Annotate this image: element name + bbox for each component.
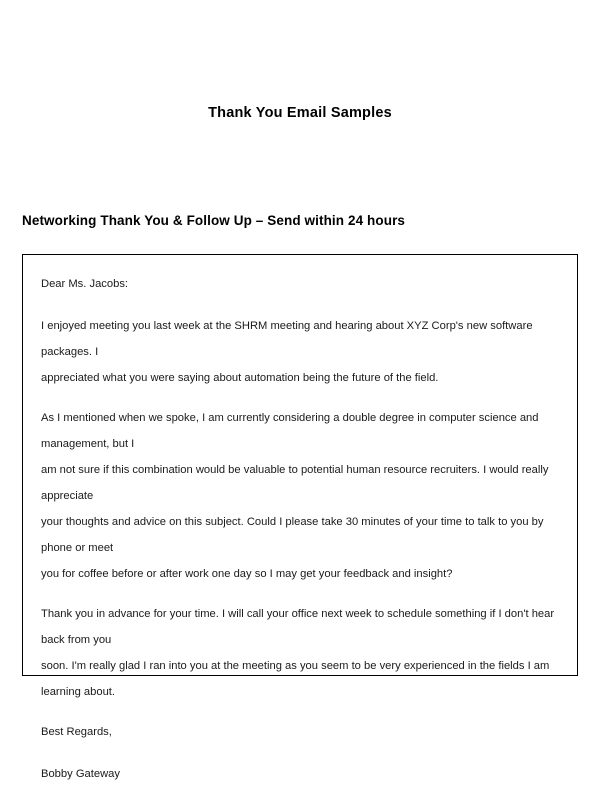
letter-signature: Bobby Gateway [41, 768, 120, 780]
letter-paragraph-3-line-2: soon. I'm really glad I ran into you at the meeting as you seem to be very experienced in the fields I am learning about. [41, 660, 550, 698]
spacer [41, 391, 559, 405]
letter-paragraph-1-line-2: appreciated what you were saying about automation being the future of the field. [41, 372, 439, 384]
letter-salutation: Dear Ms. Jacobs: [41, 278, 129, 290]
spacer [41, 745, 559, 761]
letter-paragraph-3-line-1: Thank you in advance for your time. I will call your office next week to schedule something if I don't hear back from you [41, 608, 555, 646]
spacer [41, 587, 559, 601]
section-heading: Networking Thank You & Follow Up – Send within 24 hours [22, 213, 406, 228]
letter-closing: Best Regards, [41, 726, 112, 738]
letter-paragraph-1-line-1: I enjoyed meeting you last week at the SHRM meeting and hearing about XYZ Corp's new software packages. I [41, 320, 533, 358]
letter-paragraph-2-line-2: am not sure if this combination would be valuable to potential human resource recruiters. I would really appreciate [41, 464, 549, 502]
spacer [41, 705, 559, 719]
spacer [41, 297, 559, 313]
page-title: Thank You Email Samples [208, 105, 392, 121]
letter-paragraph-2-line-1: As I mentioned when we spoke, I am currently considering a double degree in computer science and management, but I [41, 412, 539, 450]
letter-paragraph-2-line-4: you for coffee before or after work one day so I may get your feedback and insight? [41, 568, 453, 580]
letter-body-box [22, 254, 578, 780]
letter-paragraph-2-line-3: your thoughts and advice on this subject. Could I please take 30 minutes of your time to talk to you by phone or meet [41, 516, 544, 554]
